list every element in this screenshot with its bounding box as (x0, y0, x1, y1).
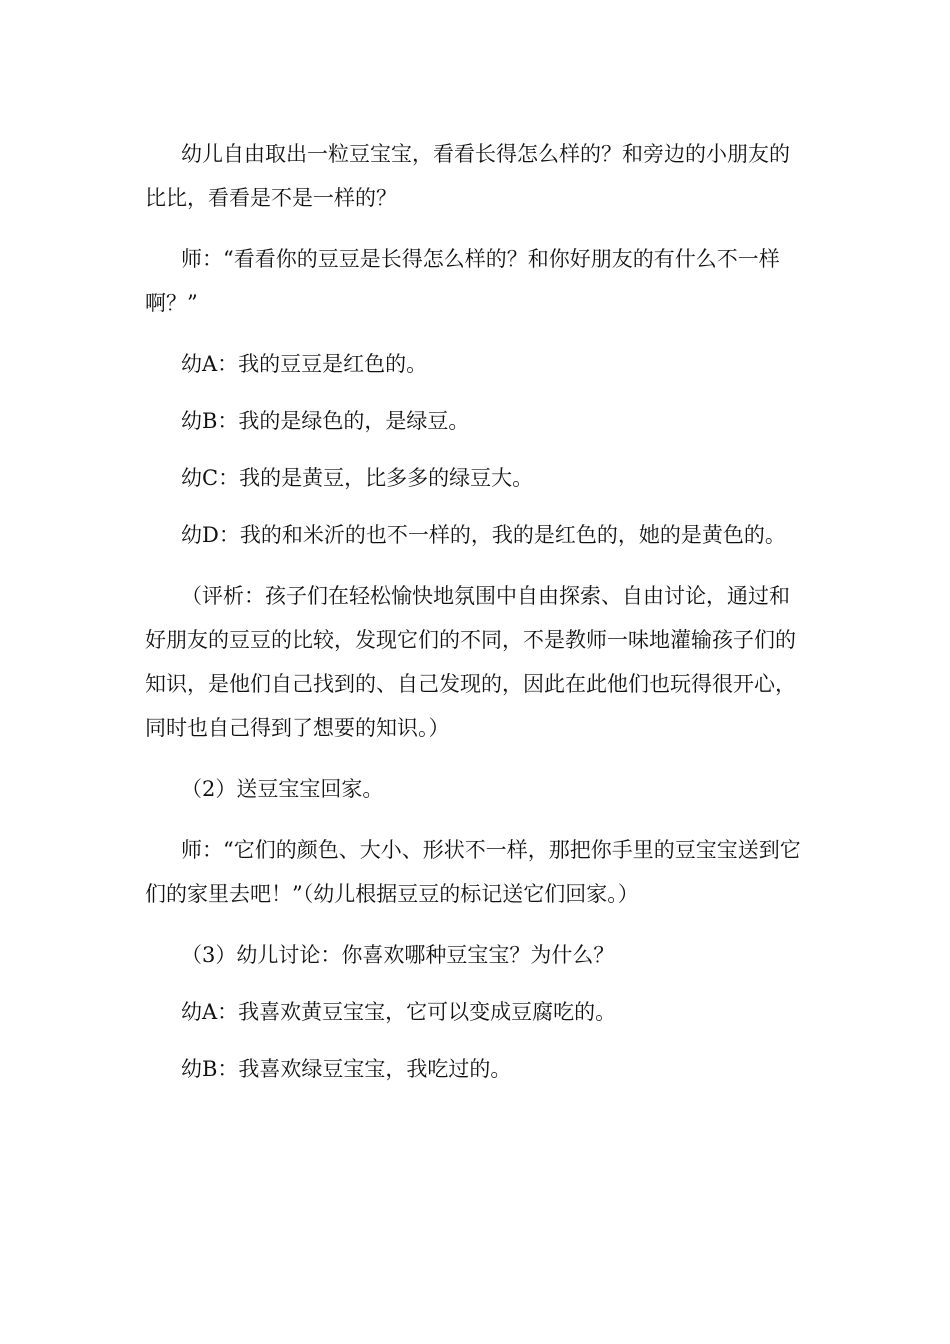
paragraph-step-2: （2）送豆宝宝回家。 (181, 777, 384, 801)
paragraph-free-exploration: 幼儿自由取出一粒豆宝宝，看看长得怎么样的？和旁边的小朋友的比比，看看是不是一样的？ (145, 142, 790, 210)
paragraph-child-b-answer: 幼B：我喜欢绿豆宝宝，我吃过的。 (181, 1057, 512, 1081)
paragraph-child-d: 幼D：我的和米沂的也不一样的，我的是红色的，她的是黄色的。 (181, 523, 786, 547)
paragraph-commentary: （评析：孩子们在轻松愉快地氛围中自由探索、自由讨论，通过和好朋友的豆豆的比较，发现它们的不同，不是教师一味地灌输孩子们的知识，是他们自己找到的、自己发现的，因此在此他们也玩得很开心，同时也自己得到了想要的知识。） (145, 584, 796, 740)
document-body (145, 132, 809, 1091)
paragraph-child-c: 幼C：我的是黄豆，比多多的绿豆大。 (181, 466, 534, 490)
paragraph-child-a-answer: 幼A：我喜欢黄豆宝宝，它可以变成豆腐吃的。 (181, 1000, 617, 1024)
paragraph-child-a: 幼A：我的豆豆是红色的。 (181, 352, 428, 376)
paragraph-teacher-question: 师：“看看你的豆豆是长得怎么样的？和你好朋友的有什么不一样啊？” (145, 247, 780, 315)
paragraph-step-3: （3）幼儿讨论：你喜欢哪种豆宝宝？为什么？ (181, 943, 615, 967)
paragraph-child-b: 幼B：我的是绿色的，是绿豆。 (181, 409, 470, 433)
paragraph-teacher-instruction: 师：“它们的颜色、大小、形状不一样，那把你手里的豆宝宝送到它们的家里去吧！”（幼儿根据豆豆的标记送它们回家。） (145, 838, 801, 906)
